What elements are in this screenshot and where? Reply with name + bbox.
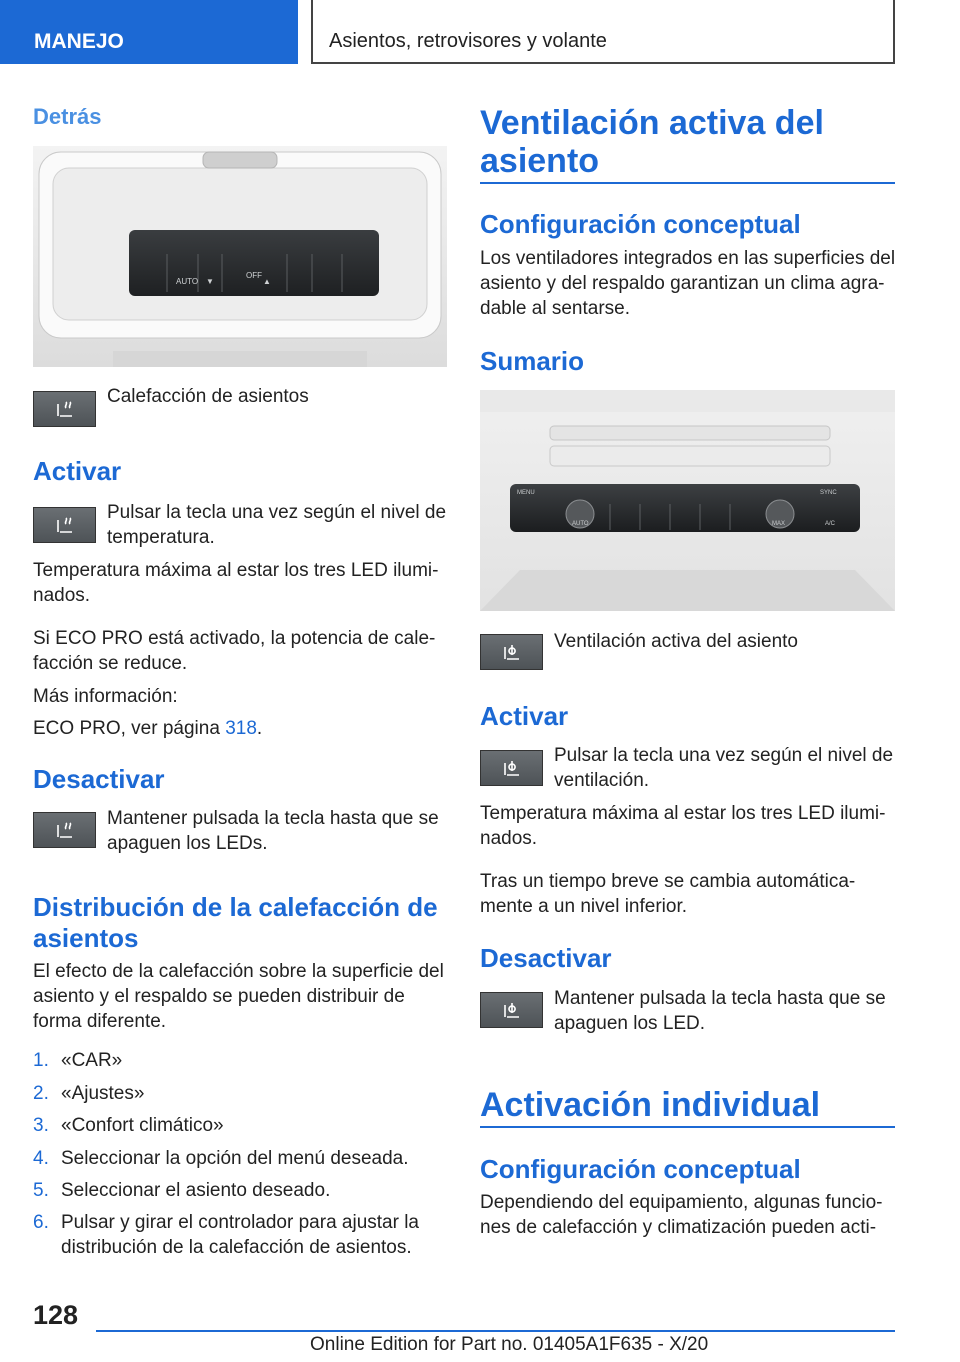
distribution-line3: forma diferente. <box>33 1011 167 1032</box>
rear-auto-label: AUTO <box>176 277 199 286</box>
step-number: 6. <box>33 1212 49 1233</box>
eco-line2: facción se reduce. <box>33 653 188 674</box>
distribution-heading-line2: asientos <box>33 923 139 953</box>
ventilation-title-line1: Ventilación activa del <box>480 104 824 142</box>
edition-info: Online Edition for Part no. 01405A1F635 - X/20 <box>310 1334 709 1355</box>
ventilation-activate-heading: Activar <box>480 701 569 731</box>
svg-text:▲: ▲ <box>263 277 271 286</box>
front-menu-label: MENU <box>517 490 535 496</box>
brief-line1: Tras un tiempo breve se cambia automática- <box>480 871 856 892</box>
step-text: «Ajustes» <box>61 1083 145 1104</box>
seat-heating-icon <box>33 812 96 848</box>
ventilation-deactivate-heading: Desactivar <box>480 943 612 973</box>
ventilation-title-line2: asiento <box>480 142 600 180</box>
more-info: Más información: <box>33 686 178 707</box>
seat-heating-icon <box>33 507 96 543</box>
distribution-line1: El efecto de la calefacción sobre la superficie del <box>33 961 444 982</box>
step-text: «CAR» <box>61 1050 123 1071</box>
step-text: Pulsar y girar el controlador para ajustar la distribución de la calefacción de asientos. <box>61 1212 420 1258</box>
step-number: 4. <box>33 1148 49 1169</box>
brief-line2: mente a un nivel inferior. <box>480 896 688 917</box>
front-sync-label: SYNC <box>820 490 837 496</box>
step-number: 5. <box>33 1180 49 1201</box>
footer-rule <box>96 1330 895 1332</box>
ventilation-max-temp-line2: nados. <box>480 828 538 849</box>
individual-line1: Dependiendo del equipamiento, algunas funcio- <box>480 1192 883 1213</box>
individual-line2: nes de calefacción y climatización pueden acti- <box>480 1217 877 1238</box>
section-tab <box>311 0 895 64</box>
summary-heading: Sumario <box>480 346 585 376</box>
page-number: 128 <box>33 1300 79 1330</box>
front-ac-label: A/C <box>825 521 836 527</box>
rear-heater-photo <box>33 146 447 367</box>
eco-reference <box>33 716 262 741</box>
step-text: Seleccionar la opción del menú deseada. <box>61 1148 409 1169</box>
seat-ventilation-icon <box>480 992 543 1028</box>
chapter-title: MANEJO <box>34 30 124 53</box>
seat-ventilation-caption: Ventilación activa del asiento <box>554 631 798 652</box>
front-climate-photo <box>480 390 895 611</box>
distribution-heading-line1: Distribución de la calefacción de <box>33 892 438 922</box>
ventilation-max-temp-line1: Temperatura máxima al estar los tres LED ilumi- <box>480 803 886 824</box>
activate-heading: Activar <box>33 456 122 486</box>
ventilation-deactivate-text: Mantener pulsada la tecla hasta que se apaguen los LED. <box>554 988 886 1034</box>
eco-ref-period: . <box>256 718 263 739</box>
concept-line1: Los ventiladores integrados en las superficies del <box>480 248 896 269</box>
svg-text:▼: ▼ <box>206 277 214 286</box>
rear-off-label: OFF <box>246 271 262 280</box>
deactivate-text: Mantener pulsada la tecla hasta que se apaguen los LEDs. <box>107 808 439 854</box>
page-link-318[interactable]: 318 <box>225 718 257 739</box>
step-text: Seleccionar el asiento deseado. <box>61 1180 331 1201</box>
max-temp-line2: nados. <box>33 585 91 606</box>
step-number: 3. <box>33 1115 49 1136</box>
front-max-label: MAX <box>772 521 786 527</box>
concept-heading: Configuración conceptual <box>480 209 801 239</box>
chapter-tab <box>0 0 298 64</box>
section-rule <box>480 1126 895 1128</box>
max-temp-line1: Temperatura máxima al estar los tres LED ilumi- <box>33 560 439 581</box>
eco-ref-text: ECO PRO, ver página <box>33 718 226 739</box>
deactivate-heading: Desactivar <box>33 764 165 794</box>
individual-concept-heading: Configuración conceptual <box>480 1154 801 1184</box>
section-title: Asientos, retrovisores y volante <box>329 30 607 52</box>
concept-line2: asiento y del respaldo garantizan un clima agra- <box>480 273 885 294</box>
concept-line3: dable al sentarse. <box>480 298 630 319</box>
ventilation-activate-text: Pulsar la tecla una vez según el nivel de ventilación. <box>554 745 894 791</box>
step-text: «Confort climático» <box>61 1115 224 1136</box>
activate-text: Pulsar la tecla una vez según el nivel de temperatura. <box>107 502 447 548</box>
seat-ventilation-icon <box>480 634 543 670</box>
section-rule <box>480 182 895 184</box>
seat-heating-caption: Calefacción de asientos <box>107 386 309 407</box>
individual-title: Activación individual <box>480 1086 821 1124</box>
distribution-line2: asiento y el respaldo se pueden distribuir de <box>33 986 405 1007</box>
eco-line1: Si ECO PRO está activado, la potencia de cale- <box>33 628 436 649</box>
seat-heating-icon <box>33 391 96 427</box>
step-number: 2. <box>33 1083 49 1104</box>
front-auto-label: AUTO <box>572 521 589 527</box>
seat-ventilation-icon <box>480 750 543 786</box>
step-number: 1. <box>33 1050 49 1071</box>
rear-heading: Detrás <box>33 104 102 129</box>
